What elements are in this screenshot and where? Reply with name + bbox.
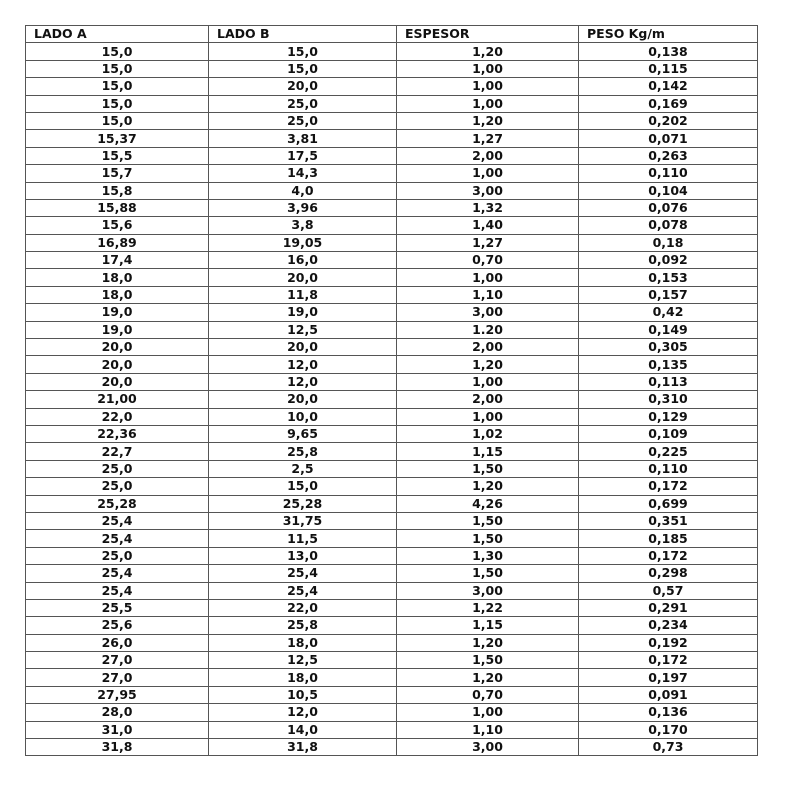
- cell-lado-a: 31,0: [26, 721, 209, 738]
- table-row: [26, 269, 758, 286]
- cell-lado-b: 2,5: [209, 460, 397, 477]
- cell-lado-b: 19,0: [209, 304, 397, 321]
- cell-peso: 0,109: [579, 425, 758, 442]
- cell-lado-b: 12,5: [209, 321, 397, 338]
- cell-lado-b: 25,8: [209, 617, 397, 634]
- cell-espesor: 3,00: [397, 304, 579, 321]
- cell-lado-a: 22,36: [26, 425, 209, 442]
- cell-peso: 0,113: [579, 373, 758, 390]
- cell-espesor: 1,20: [397, 356, 579, 373]
- cell-lado-a: 15,6: [26, 217, 209, 234]
- cell-lado-b: 20,0: [209, 391, 397, 408]
- table-row: [26, 112, 758, 129]
- cell-lado-b: 12,0: [209, 704, 397, 721]
- cell-lado-a: 25,4: [26, 512, 209, 529]
- table-row: [26, 547, 758, 564]
- cell-espesor: 0,70: [397, 252, 579, 269]
- cell-lado-a: 25,6: [26, 617, 209, 634]
- cell-peso: 0,192: [579, 634, 758, 651]
- cell-espesor: 2,00: [397, 391, 579, 408]
- cell-lado-a: 27,0: [26, 669, 209, 686]
- table-row: [26, 391, 758, 408]
- table-row: [26, 182, 758, 199]
- cell-lado-b: 11,8: [209, 286, 397, 303]
- cell-peso: 0,104: [579, 182, 758, 199]
- table-row: [26, 425, 758, 442]
- header-lado-a: LADO A: [26, 26, 209, 43]
- cell-espesor: 2,00: [397, 147, 579, 164]
- cell-peso: 0,310: [579, 391, 758, 408]
- cell-lado-b: 12,0: [209, 373, 397, 390]
- cell-peso: 0,57: [579, 582, 758, 599]
- cell-lado-a: 20,0: [26, 356, 209, 373]
- cell-lado-b: 31,75: [209, 512, 397, 529]
- table-row: [26, 669, 758, 686]
- table-row: [26, 373, 758, 390]
- cell-lado-b: 3,81: [209, 130, 397, 147]
- cell-lado-b: 20,0: [209, 78, 397, 95]
- cell-lado-b: 3,8: [209, 217, 397, 234]
- cell-lado-a: 15,88: [26, 199, 209, 216]
- cell-espesor: 1.20: [397, 321, 579, 338]
- cell-espesor: 1,50: [397, 530, 579, 547]
- cell-espesor: 1,32: [397, 199, 579, 216]
- cell-lado-a: 26,0: [26, 634, 209, 651]
- cell-lado-a: 15,0: [26, 95, 209, 112]
- table-row: [26, 739, 758, 756]
- table-row: [26, 321, 758, 338]
- cell-espesor: 1,00: [397, 373, 579, 390]
- cell-lado-b: 31,8: [209, 739, 397, 756]
- cell-espesor: 1,30: [397, 547, 579, 564]
- cell-lado-a: 25,28: [26, 495, 209, 512]
- cell-lado-b: 20,0: [209, 339, 397, 356]
- cell-espesor: 1,27: [397, 234, 579, 251]
- cell-peso: 0,153: [579, 269, 758, 286]
- cell-lado-b: 16,0: [209, 252, 397, 269]
- cell-peso: 0,298: [579, 565, 758, 582]
- table-row: [26, 704, 758, 721]
- table-row: [26, 478, 758, 495]
- header-row: [26, 26, 758, 43]
- cell-lado-a: 15,5: [26, 147, 209, 164]
- cell-peso: 0,263: [579, 147, 758, 164]
- cell-peso: 0,110: [579, 460, 758, 477]
- cell-espesor: 1,50: [397, 512, 579, 529]
- cell-lado-a: 25,0: [26, 547, 209, 564]
- cell-lado-a: 15,7: [26, 165, 209, 182]
- cell-espesor: 1,00: [397, 95, 579, 112]
- cell-lado-a: 20,0: [26, 373, 209, 390]
- cell-espesor: 1,50: [397, 565, 579, 582]
- cell-lado-a: 25,4: [26, 582, 209, 599]
- table-row: [26, 60, 758, 77]
- cell-peso: 0,225: [579, 443, 758, 460]
- cell-espesor: 1,10: [397, 286, 579, 303]
- table-row: [26, 652, 758, 669]
- cell-espesor: 1,00: [397, 165, 579, 182]
- cell-peso: 0,078: [579, 217, 758, 234]
- cell-lado-b: 25,28: [209, 495, 397, 512]
- cell-lado-a: 15,37: [26, 130, 209, 147]
- table-row: [26, 304, 758, 321]
- cell-lado-b: 12,0: [209, 356, 397, 373]
- cell-lado-a: 15,0: [26, 43, 209, 60]
- cell-espesor: 1,50: [397, 652, 579, 669]
- cell-lado-a: 25,4: [26, 565, 209, 582]
- table-row: [26, 582, 758, 599]
- cell-espesor: 1,00: [397, 78, 579, 95]
- cell-espesor: 1,20: [397, 478, 579, 495]
- cell-espesor: 1,00: [397, 269, 579, 286]
- cell-lado-a: 18,0: [26, 286, 209, 303]
- cell-espesor: 1,20: [397, 112, 579, 129]
- cell-lado-a: 25,0: [26, 478, 209, 495]
- cell-peso: 0,172: [579, 652, 758, 669]
- table-row: [26, 339, 758, 356]
- table-row: [26, 95, 758, 112]
- cell-lado-a: 19,0: [26, 321, 209, 338]
- cell-peso: 0,73: [579, 739, 758, 756]
- cell-lado-b: 19,05: [209, 234, 397, 251]
- table-row: [26, 165, 758, 182]
- cell-lado-a: 27,95: [26, 686, 209, 703]
- table-row: [26, 199, 758, 216]
- cell-peso: 0,142: [579, 78, 758, 95]
- cell-lado-b: 18,0: [209, 669, 397, 686]
- table-row: [26, 217, 758, 234]
- table-row: [26, 512, 758, 529]
- cell-lado-b: 15,0: [209, 478, 397, 495]
- table-row: [26, 252, 758, 269]
- cell-lado-a: 28,0: [26, 704, 209, 721]
- cell-peso: 0,351: [579, 512, 758, 529]
- cell-peso: 0,115: [579, 60, 758, 77]
- cell-peso: 0,291: [579, 599, 758, 616]
- cell-peso: 0,172: [579, 547, 758, 564]
- cell-lado-b: 10,0: [209, 408, 397, 425]
- cell-lado-b: 22,0: [209, 599, 397, 616]
- cell-peso: 0,135: [579, 356, 758, 373]
- cell-espesor: 0,70: [397, 686, 579, 703]
- table-row: [26, 686, 758, 703]
- cell-lado-a: 15,0: [26, 78, 209, 95]
- cell-espesor: 1,22: [397, 599, 579, 616]
- cell-espesor: 1,27: [397, 130, 579, 147]
- cell-espesor: 1,02: [397, 425, 579, 442]
- cell-lado-b: 25,8: [209, 443, 397, 460]
- cell-lado-b: 4,0: [209, 182, 397, 199]
- table-row: [26, 130, 758, 147]
- cell-peso: 0,169: [579, 95, 758, 112]
- cell-lado-a: 15,0: [26, 112, 209, 129]
- table-row: [26, 43, 758, 60]
- cell-espesor: 3,00: [397, 739, 579, 756]
- cell-espesor: 1,00: [397, 408, 579, 425]
- table-row: [26, 356, 758, 373]
- table-row: [26, 565, 758, 582]
- cell-lado-b: 20,0: [209, 269, 397, 286]
- cell-lado-b: 12,5: [209, 652, 397, 669]
- table-row: [26, 147, 758, 164]
- cell-lado-a: 22,0: [26, 408, 209, 425]
- table-row: [26, 286, 758, 303]
- cell-espesor: 4,26: [397, 495, 579, 512]
- cell-peso: 0,149: [579, 321, 758, 338]
- cell-peso: 0,197: [579, 669, 758, 686]
- cell-peso: 0,076: [579, 199, 758, 216]
- cell-peso: 0,091: [579, 686, 758, 703]
- cell-peso: 0,234: [579, 617, 758, 634]
- cell-lado-a: 25,5: [26, 599, 209, 616]
- table-row: [26, 460, 758, 477]
- cell-lado-b: 15,0: [209, 60, 397, 77]
- cell-espesor: 2,00: [397, 339, 579, 356]
- cell-lado-b: 10,5: [209, 686, 397, 703]
- cell-lado-b: 25,4: [209, 565, 397, 582]
- cell-lado-b: 25,0: [209, 95, 397, 112]
- cell-espesor: 1,40: [397, 217, 579, 234]
- cell-espesor: 1,00: [397, 60, 579, 77]
- cell-lado-b: 11,5: [209, 530, 397, 547]
- cell-lado-a: 15,0: [26, 60, 209, 77]
- table-row: [26, 634, 758, 651]
- cell-peso: 0,172: [579, 478, 758, 495]
- cell-peso: 0,170: [579, 721, 758, 738]
- cell-peso: 0,138: [579, 43, 758, 60]
- cell-lado-a: 25,4: [26, 530, 209, 547]
- cell-lado-b: 25,0: [209, 112, 397, 129]
- table-row: [26, 234, 758, 251]
- cell-peso: 0,129: [579, 408, 758, 425]
- cell-lado-a: 21,00: [26, 391, 209, 408]
- cell-espesor: 1,20: [397, 634, 579, 651]
- cell-peso: 0,071: [579, 130, 758, 147]
- cell-lado-a: 27,0: [26, 652, 209, 669]
- cell-espesor: 3,00: [397, 182, 579, 199]
- cell-lado-b: 13,0: [209, 547, 397, 564]
- cell-lado-b: 15,0: [209, 43, 397, 60]
- table-row: [26, 495, 758, 512]
- cell-peso: 0,092: [579, 252, 758, 269]
- cell-lado-a: 19,0: [26, 304, 209, 321]
- cell-lado-a: 15,8: [26, 182, 209, 199]
- cell-peso: 0,42: [579, 304, 758, 321]
- cell-peso: 0,110: [579, 165, 758, 182]
- cell-lado-b: 9,65: [209, 425, 397, 442]
- cell-peso: 0,18: [579, 234, 758, 251]
- cell-lado-a: 25,0: [26, 460, 209, 477]
- cell-espesor: 1,15: [397, 443, 579, 460]
- table-row: [26, 443, 758, 460]
- cell-peso: 0,202: [579, 112, 758, 129]
- cell-peso: 0,136: [579, 704, 758, 721]
- header-lado-b: LADO B: [209, 26, 397, 43]
- cell-lado-b: 25,4: [209, 582, 397, 599]
- table-row: [26, 721, 758, 738]
- cell-lado-a: 18,0: [26, 269, 209, 286]
- header-espesor: ESPESOR: [397, 26, 579, 43]
- table-row: [26, 617, 758, 634]
- cell-espesor: 3,00: [397, 582, 579, 599]
- cell-peso: 0,157: [579, 286, 758, 303]
- table-row: [26, 599, 758, 616]
- cell-espesor: 1,15: [397, 617, 579, 634]
- cell-lado-a: 31,8: [26, 739, 209, 756]
- header-peso: PESO Kg/m: [579, 26, 758, 43]
- cell-lado-b: 3,96: [209, 199, 397, 216]
- cell-lado-a: 20,0: [26, 339, 209, 356]
- cell-lado-b: 14,3: [209, 165, 397, 182]
- cell-lado-b: 17,5: [209, 147, 397, 164]
- cell-peso: 0,185: [579, 530, 758, 547]
- cell-lado-a: 22,7: [26, 443, 209, 460]
- cell-lado-a: 16,89: [26, 234, 209, 251]
- table-row: [26, 78, 758, 95]
- cell-lado-b: 18,0: [209, 634, 397, 651]
- cell-peso: 0,305: [579, 339, 758, 356]
- cell-espesor: 1,00: [397, 704, 579, 721]
- table-body: [26, 43, 758, 756]
- table-row: [26, 530, 758, 547]
- cell-espesor: 1,50: [397, 460, 579, 477]
- cell-peso: 0,699: [579, 495, 758, 512]
- weight-table: [25, 25, 758, 756]
- cell-espesor: 1,20: [397, 43, 579, 60]
- cell-espesor: 1,10: [397, 721, 579, 738]
- cell-lado-a: 17,4: [26, 252, 209, 269]
- cell-espesor: 1,20: [397, 669, 579, 686]
- cell-lado-b: 14,0: [209, 721, 397, 738]
- table-row: [26, 408, 758, 425]
